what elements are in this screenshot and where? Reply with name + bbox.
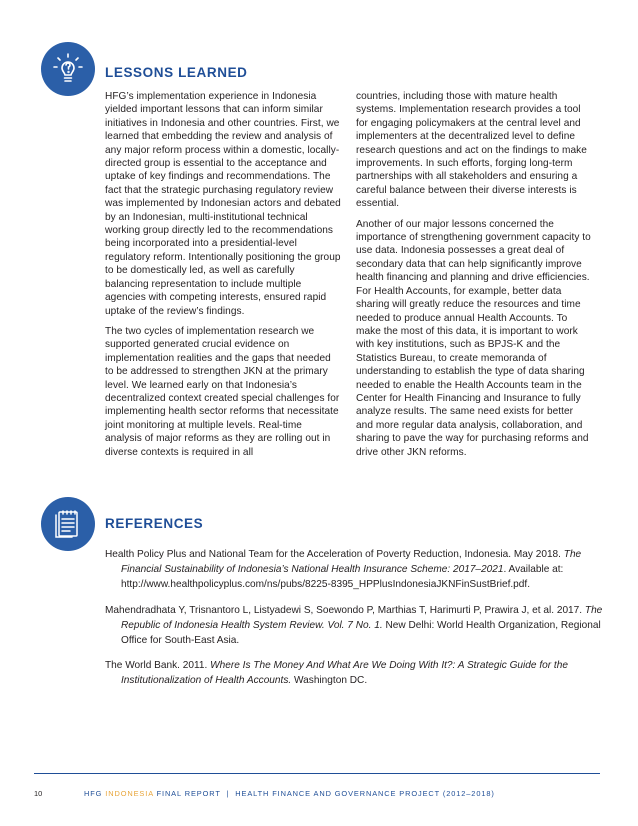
reference-item: Mahendradhata Y, Trisnantoro L, Listyadewi S, Soewondo P, Marthias T, Harimurti P, Prawira J, et al. 2017. The Republic of Indonesia Health System Review. Vol. 7 No. 1. New Delhi: World Health Organization, Regional Office for South-East Asia. [105,604,603,647]
paragraph: Another of our major lessons concerned the importance of strengthening government capacity to use data. Indonesia possesses a great deal of secondary data that can help significantly improve health financing and planning and drive efficiencies. For Health Accounts, for example, better data sharing will greatly reduce the resources and time needed to produce annual Health Accounts. To make the most of this data, it is important to work with key institutions, such as BPJS-K and the Statistics Bureau, to create memoranda of understanding to establish the type of data sharing needed to enable the Health Accounts team in the Center for Health Financing and Insurance to fully analyze results. The same need exists for better and more regular data analysis, collaboration, and sharing to pave the way for purchasing reforms and drive other JKN reforms. [356,218,591,458]
footer-divider [34,773,600,774]
paragraph: HFG’s implementation experience in Indonesia yielded important lessons that can inform similar initiatives in Indonesia and other countries. First, we learned that embedding the review and analysis of any major reform process within a domestic, locally-directed group is essential to the acceptance and uptake of key findings and recommendations. The fact that the strategic purchasing regulatory review was implemented by Indonesian actors and debated by an Indonesian, multi-institutional technical working group directly led to the recommendations being incorporated into a presidential-level regulatory reform. Intentionally positioning the group to be domestically led, as well as carefully balancing representation to include multiple agencies with competing interests, ensured rapid uptake of the review’s findings. [105,91,341,317]
lightbulb-icon [41,42,95,96]
document-list-icon [41,497,95,551]
lessons-right-column [356,90,592,466]
reference-item: The World Bank. 2011. Where Is The Money And What Are We Doing With It?: A Strategic Guide for the Institutionalization of Health Accounts. Washington DC. [105,660,568,687]
footer-text: HFG INDONESIA FINAL REPORT | HEALTH FINANCE AND GOVERNANCE PROJECT (2012–2018) [84,789,495,798]
paragraph: countries, including those with mature health systems. Implementation research provides a tool for engaging policymakers at the central level and implementers at the decentralized level to define research questions and act on the findings to make improvements. In such efforts, forging long-term partnerships with all stakeholders and ensuring a careful balance between their diverse interests is essential. [356,91,587,210]
references-list [105,547,605,699]
page-number: 10 [34,789,43,798]
lessons-title: LESSONS LEARNED [105,65,248,80]
references-title: REFERENCES [105,516,204,531]
lessons-left-column [105,90,341,466]
reference-item: Health Policy Plus and National Team for the Acceleration of Poverty Reduction, Indonesia. May 2018. The Financial Sustainability of Indonesia’s National Health Insurance Scheme: 2017–2021. Available at: http://www.healthpolicyplus.com/ns/pubs/8225-8395_HPPlusIndonesiaJKNFinSustBrief.pdf. [105,549,582,591]
paragraph: The two cycles of implementation research we supported generated crucial evidence on implementation realities and the gaps that needed to be addressed to strengthen JKN at the primary level. We learned early on that Indonesia’s decentralized context created special challenges for implementing health sector reforms that necessitate joint monitoring at multiple levels. Real-time analysis of major reforms as they are rolling out in diverse contexts is required in all [105,325,340,458]
